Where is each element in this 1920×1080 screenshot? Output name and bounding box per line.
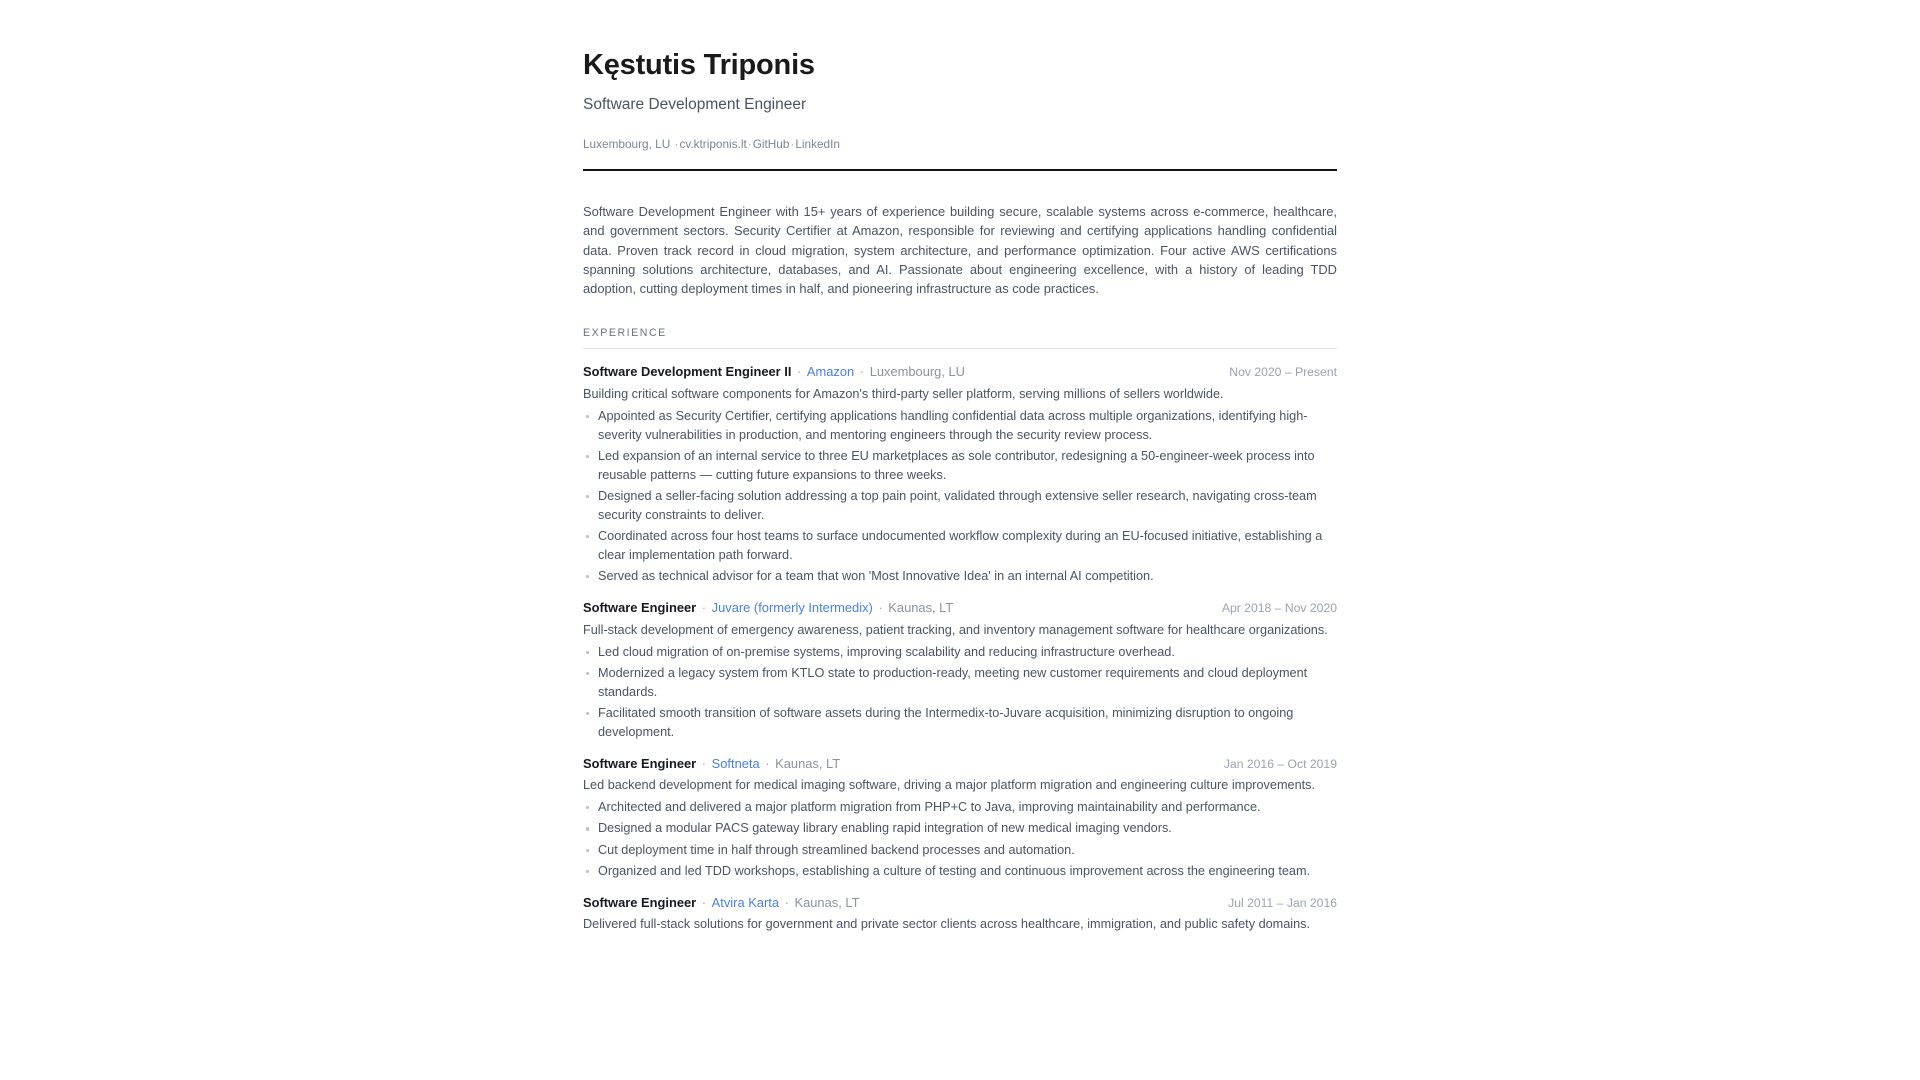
experience-entry [583,363,1337,586]
entry-separator: · [698,600,710,616]
entry-header [583,755,1337,772]
entry-dates: Jul 2011 – Jan 2016 [1228,895,1337,910]
list-item: Modernized a legacy system from KTLO state to production-ready, meeting new customer requirements and cloud deployment standards. [583,664,1337,702]
list-item: Designed a seller-facing solution addressing a top pain point, validated through extensive seller research, navigating cross-team security constraints to deliver. [583,487,1337,525]
list-item: Architected and delivered a major platform migration from PHP+C to Java, improving maintainability and performance. [583,798,1337,817]
header-divider [583,169,1337,171]
list-item: Coordinated across four host teams to surface undocumented workflow complexity during an EU-focused initiative, establishing a clear implementation path forward. [583,527,1337,565]
entry-location: Kaunas, LT [794,894,860,910]
entry-separator: · [698,755,710,771]
entry-separator: · [781,894,793,910]
contact-separator-2: · [790,136,795,151]
entry-role: Software Engineer [583,894,697,910]
list-item: Cut deployment time in half through streamlined backend processes and automation. [583,841,1337,860]
entry-separator: · [793,364,805,380]
section-experience [583,327,1337,934]
entry-separator: · [856,364,868,380]
entry-header-left [583,599,953,616]
contact-line [583,137,1337,152]
entry-location: Luxembourg, LU [869,364,965,380]
entry-header [583,599,1337,616]
entry-role: Software Engineer [583,755,697,771]
entry-description: Delivered full-stack solutions for government and private sector clients across healthcare, immigration, and public safety domains. [583,917,1311,932]
entry-organization[interactable]: Atvira Karta [711,894,779,910]
list-item: Facilitated smooth transition of software assets during the Intermedix-to-Juvare acquisition, minimizing disruption to ongoing development. [583,704,1337,742]
entry-description: Full-stack development of emergency awareness, patient tracking, and inventory management software for healthcare organizations. [583,622,1328,637]
contact-separator-1: · [747,136,752,151]
entry-separator: · [761,755,774,771]
list-item: Led expansion of an internal service to three EU marketplaces as sole contributor, redesigning a 50-engineer-week process into reusable patterns — cutting future expansions to three weeks. [583,447,1337,485]
entry-role: Software Engineer [583,600,697,616]
entry-organization[interactable]: Juvare (formerly Intermedix) [711,600,873,616]
page-title: Kęstutis Triponis [583,49,815,81]
entry-header-left [583,894,859,911]
summary-paragraph: Software Development Engineer with 15+ years of experience building secure, scalable systems across e-commerce, healthcare, and government sectors. Security Certifier at Amazon, responsible for reviewing and certifying applications handling confidential data. Proven track record in cloud migration, system architecture, and performance optimization. Four active AWS certifications spanning solutions architecture, databases, and AI. Passionate about engineering excellence, with a history of leading TDD adoption, cutting deployment times in half, and pioneering infrastructure as code practices. [583,204,1337,297]
entry-location: Kaunas, LT [888,600,954,616]
entry-dates: Jan 2016 – Oct 2019 [1223,756,1337,771]
entry-description: Building critical software components for Amazon's third-party seller platform, serving millions of sellers worldwide. [583,386,1224,401]
entry-dates: Apr 2018 – Nov 2020 [1221,601,1337,616]
resume-sheet [583,0,1337,947]
contact-link-linkedin[interactable]: LinkedIn [795,136,840,151]
experience-entry [583,599,1337,742]
entry-location: Kaunas, LT [775,755,841,771]
contact-link-github[interactable]: GitHub [752,136,790,151]
section-title-experience: EXPERIENCE [583,327,667,340]
experience-entry [583,755,1337,881]
contact-separator-0: · [674,136,679,151]
entry-separator: · [698,894,710,910]
entry-bullet-list [583,798,1337,881]
entry-separator: · [874,600,887,616]
headline: Software Development Engineer [583,95,807,113]
list-item: Served as technical advisor for a team that won 'Most Innovative Idea' in an internal AI competition. [583,567,1337,586]
contact-location: Luxembourg, LU [583,136,671,151]
entry-bullet-list [583,407,1337,586]
list-item: Appointed as Security Certifier, certifying applications handling confidential data across multiple organizations, identifying high-severity vulnerabilities in production, and mentoring engineers through the security review process. [583,407,1337,445]
list-item: Designed a modular PACS gateway library enabling rapid integration of new medical imaging vendors. [583,819,1337,838]
list-item: Organized and led TDD workshops, establishing a culture of testing and continuous improvement across the engineering team. [583,862,1337,881]
entry-role: Software Development Engineer II [583,364,792,380]
entry-organization[interactable]: Softneta [711,755,760,771]
entry-description: Led backend development for medical imaging software, driving a major platform migration and engineering culture improvements. [583,778,1316,793]
list-item: Led cloud migration of on-premise systems, improving scalability and reducing infrastructure overhead. [583,643,1337,662]
entry-bullet-list [583,643,1337,742]
entry-dates: Nov 2020 – Present [1229,365,1337,380]
entry-header [583,894,1337,911]
contact-link-website[interactable]: cv.ktriponis.lt [679,136,747,151]
entry-header [583,363,1337,380]
experience-entry [583,894,1337,935]
entry-header-left [583,755,840,772]
entry-header-left [583,363,965,380]
entry-organization[interactable]: Amazon [806,364,855,380]
section-divider [583,348,1337,349]
experience-entry-list [583,363,1337,934]
